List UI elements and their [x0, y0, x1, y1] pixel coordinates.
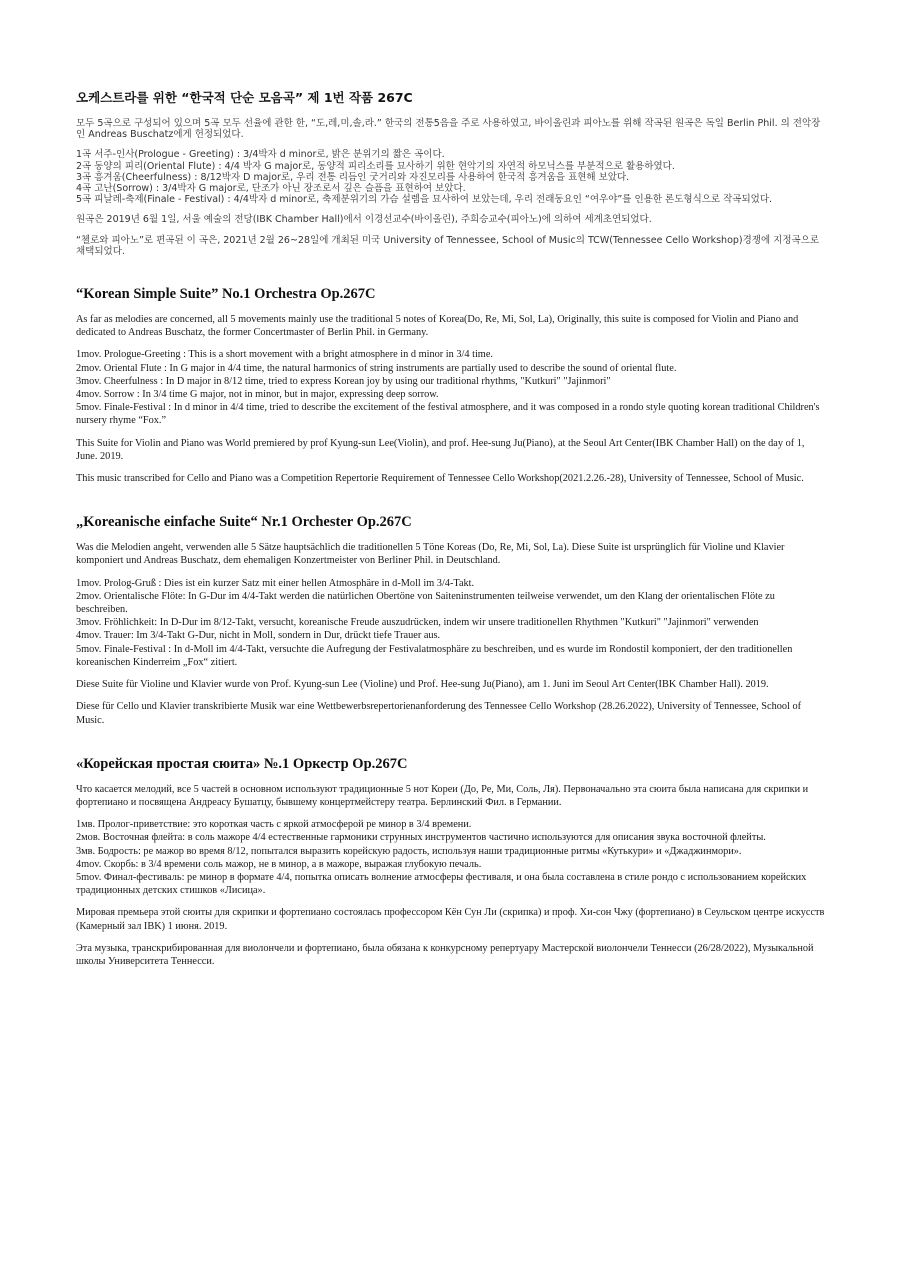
section-gap — [76, 736, 826, 756]
korean-movement-4: 4곡 고난(Sorrow) : 3/4박자 G major로, 단조가 아닌 장조로서 깊은 슬픔을 표현하여 보았다. — [76, 183, 466, 195]
russian-cello-note: Эта музыка, транскрибированная для виолончели и фортепиано, была обязана к конкурсному репертуару Мастерской виолончели Теннесси (26/28/2022), Музыкальной школы Университета Теннесси. — [76, 942, 814, 967]
korean-movement-1: 1곡 서주-인사(Prologue - Greeting) : 3/4박자 d minor로, 밝은 분위기의 짧은 곡이다. — [76, 149, 445, 161]
russian-movement-5: 5mov. Финал-фестиваль: ре минор в формате 4/4, попытка описать волнение атмосферы фестиваля, и она была составлена в стиле рондо с использованием корейских традиционных детских стишков «Лисица». — [76, 871, 807, 897]
russian-movement-1: 1мв. Пролог-приветствие: это короткая часть с яркой атмосферой ре минор в 3/4 времени. — [76, 819, 472, 831]
russian-section — [76, 756, 826, 968]
english-section — [76, 286, 826, 485]
russian-movement-4: 4mov. Скорбь: в 3/4 времени соль мажор, не в минор, а в мажоре, выражая глубокую печаль. — [76, 858, 482, 870]
korean-movements — [76, 149, 826, 205]
english-movement-2: 2mov. Oriental Flute : In G major in 4/4 time, the natural harmonics of string instruments are partially used to describe the sound of oriental flute. — [76, 362, 677, 374]
section-gap — [76, 494, 826, 514]
english-cello-note: This music transcribed for Cello and Piano was a Competition Repertorie Requirement of Tennessee Cello Workshop(2021.2.26.-28), University of Tennessee, School of Music. — [76, 473, 804, 485]
english-movement-4: 4mov. Sorrow : In 3/4 time G major, not in minor, but in major, expressing deep sorrow. — [76, 389, 439, 401]
korean-intro: 모두 5곡으로 구성되어 있으며 5곡 모두 선율에 관한 한, “도,레,미,솔,라.” 한국의 전통5음을 주로 사용하였고, 바이올린과 피아노를 위해 작곡된 원곡은 독일 Berlin Phil. 의 전악장인 Andreas Buschatz에게 헌정되었다. — [76, 118, 821, 141]
german-movement-2: 2mov. Orientalische Flöte: In G-Dur im 4/4-Takt werden die natürlichen Obertöne von Saiteninstrumenten teilweise verwendet, um den Klang der orientalischen Flöte zu beschreiben. — [76, 590, 775, 616]
korean-section — [76, 88, 826, 257]
russian-title: «Корейская простая сюита» №.1 Оркестр Op.267C — [76, 755, 408, 772]
german-premiere: Diese Suite für Violine und Klavier wurde von Prof. Kyung-sun Lee (Violine) und Prof. Hee-sung Ju(Piano), am 1. Juni im Seoul Art Center(IBK Chamber Hall). 2019. — [76, 679, 769, 691]
russian-movements — [76, 818, 826, 897]
english-movements — [76, 348, 826, 427]
german-movement-1: 1mov. Prolog-Gruß : Dies ist ein kurzer Satz mit einer hellen Atmosphäre in d-Moll im 3/4-Takt. — [76, 577, 475, 589]
russian-movement-2: 2мов. Восточная флейта: в соль мажоре 4/4 естественные гармоники струнных инструментов частично используются для описания звука восточной флейты. — [76, 832, 766, 844]
english-title: “Korean Simple Suite” No.1 Orchestra Op.267C — [76, 286, 376, 303]
korean-movement-5: 5곡 피날레-축제(Finale - Festival) : 4/4박자 d minor로, 축제분위기의 가슴 설렘을 묘사하여 보았는데, 우리 전래동요인 “여우야”를 인용한 론도형식으로 작곡되었다. — [76, 194, 773, 206]
german-cello-note: Diese für Cello und Klavier transkribierte Musik war eine Wettbewerbsrepertorienanforderung des Tennessee Cello Workshop (28.26.2022), University of Tennessee, School of Music. — [76, 701, 802, 726]
russian-intro: Что касается мелодий, все 5 частей в основном используют традиционные 5 нот Кореи (До, Ре, Ми, Соль, Ля). Первоначально эта сюита была написана для скрипки и фортепиано и посвящена Андреасу Бушатцу, бывшему концертмейстеру театра. Берлинский Фил. в Германии. — [76, 783, 809, 808]
german-intro: Was die Melodien angeht, verwenden alle 5 Sätze hauptsächlich die traditionellen 5 Töne Koreas (Do, Re, Mi, Sol, La). Diese Suite ist ursprünglich für Violine und Klavier komponiert und Andreas Buschatz, dem ehemaligen Konzertmeister von Berliner Phil. in Deutschland. — [76, 542, 785, 567]
english-movement-1: 1mov. Prologue-Greeting : This is a short movement with a bright atmosphere in d minor in 3/4 time. — [76, 349, 493, 361]
korean-title: 오케스트라를 위한 “한국적 단순 모음곡” 제 1번 작품 267C — [76, 90, 413, 105]
russian-movement-3: 3мв. Бодрость: ре мажор во время 8/12, попытался выразить корейскую радость, используя наши традиционные ритмы «Кутькури» и «Джаджинмори». — [76, 845, 742, 857]
korean-movement-2: 2곡 동양의 피리(Oriental Flute) : 4/4 박자 G major로, 동양적 피리소리를 묘사하기 위한 현악기의 자연적 하모닉스를 부분적으로 활용하였다. — [76, 160, 675, 172]
german-section — [76, 514, 826, 726]
english-movement-5: 5mov. Finale-Festival : In d minor in 4/4 time, tried to describe the excitement of the festival atmosphere, and it was composed in a rondo style quoting korean traditional Children's nursery rhyme “Fox.” — [76, 402, 820, 427]
korean-movement-3: 3곡 흥겨움(Cheerfulness) : 8/12박자 D major로, 우리 전통 리듬인 굿거리와 자진모리를 사용하여 한국적 흥겨움을 표현해 보았다. — [76, 171, 630, 183]
russian-premiere: Мировая премьера этой сюиты для скрипки и фортепиано состоялась профессором Кён Сун Ли (скрипка) и проф. Хи-сон Чжу (фортепиано) в Сеульском центре искусств (Камерный зал IBK) 1 июня. 2019. — [76, 907, 825, 932]
german-movement-3: 3mov. Fröhlichkeit: In D-Dur im 8/12-Takt, versucht, koreanische Freude auszudrücken, indem wir unsere traditionellen Rhythmen "Kutkuri" "Jajinmori" verwenden — [76, 617, 759, 629]
english-movement-3: 3mov. Cheerfulness : In D major in 8/12 time, tried to express Korean joy by using our traditional rhythms, "Kutkuri" "Jajinmori" — [76, 375, 611, 387]
section-gap — [76, 266, 826, 286]
english-intro: As far as melodies are concerned, all 5 movements mainly use the traditional 5 notes of Korea(Do, Re, Mi, Sol, La), Originally, this suite is composed for Violin and Piano and dedicated to Andreas Buschatz, the former Concertmaster of Berlin Phil. in Germany. — [76, 314, 799, 339]
german-title: „Koreanische einfache Suite“ Nr.1 Orchester Op.267C — [76, 514, 412, 531]
german-movements — [76, 577, 826, 669]
english-premiere: This Suite for Violin and Piano was World premiered by prof Kyung-sun Lee(Violin), and prof. Hee-sung Ju(Piano), at the Seoul Art Center(IBK Chamber Hall) on the day of 1, June. 2019. — [76, 437, 805, 462]
german-movement-4: 4mov. Trauer: Im 3/4-Takt G-Dur, nicht in Moll, sondern in Dur, drückt tiefe Trauer aus. — [76, 630, 441, 642]
german-movement-5: 5mov. Finale-Festival : In d-Moll im 4/4-Takt, versuchte die Aufregung der Festivalatmosphäre zu beschreiben, und es wurde im Rondostil komponiert, der den traditionellen koreanischen Kinderreim „Fox“ zitiert. — [76, 643, 793, 668]
korean-cello-note: “첼로와 피아노”로 편곡된 이 곡은, 2021년 2월 26~28일에 개최된 미국 University of Tennessee, School of Music의 TCW(Tennessee Cello Workshop)경쟁에 지정곡으로 채택되었다. — [76, 234, 820, 257]
korean-premiere: 원곡은 2019년 6월 1일, 서울 예술의 전당(IBK Chamber Hall)에서 이경선교수(바이올린), 주희승교수(피아노)에 의하여 세계초연되었다. — [76, 214, 652, 226]
